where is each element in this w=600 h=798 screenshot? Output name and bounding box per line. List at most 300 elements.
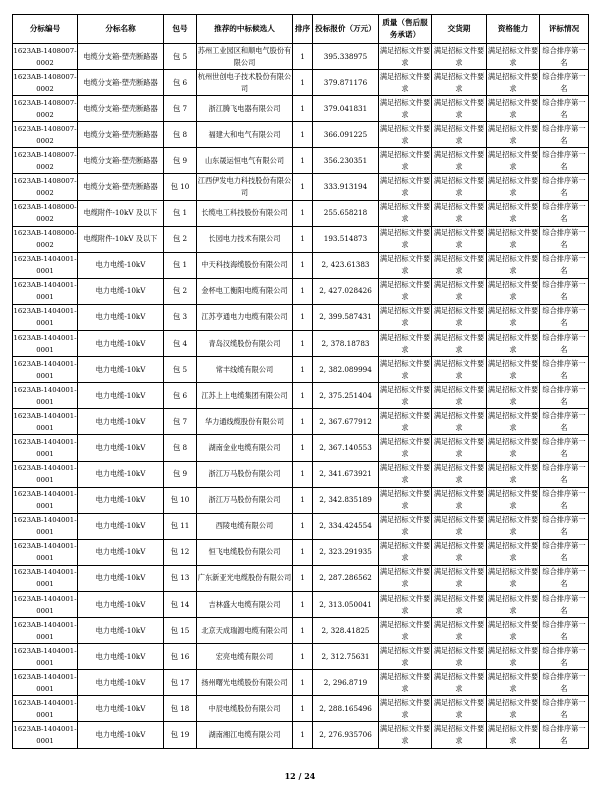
table-row — [13, 331, 589, 357]
cell-qualification: 满足招标文件要求 — [487, 644, 540, 670]
table-row — [13, 670, 589, 696]
table-row — [13, 513, 589, 539]
col-header-price: 投标报价（万元） — [313, 15, 379, 44]
table-row — [13, 174, 589, 200]
cell-rank: 1 — [293, 226, 313, 252]
cell-package: 包 11 — [164, 513, 197, 539]
cell-delivery: 满足招标文件要求 — [432, 409, 487, 435]
cell-code: 1623AB-1404001-0001 — [13, 357, 78, 383]
cell-qualification: 满足招标文件要求 — [487, 252, 540, 278]
cell-qualification: 满足招标文件要求 — [487, 722, 540, 748]
cell-code: 1623AB-1408007-0002 — [13, 148, 78, 174]
cell-qualification: 满足招标文件要求 — [487, 200, 540, 226]
cell-name: 电缆分支箱-塑壳断路器 — [78, 174, 164, 200]
table-row — [13, 304, 589, 330]
cell-rank: 1 — [293, 304, 313, 330]
cell-evaluation: 综合排序第一名 — [540, 122, 589, 148]
cell-code: 1623AB-1404001-0001 — [13, 331, 78, 357]
cell-quality: 满足招标文件要求 — [379, 409, 432, 435]
cell-candidate: 吉林盛大电缆有限公司 — [197, 591, 293, 617]
table-row — [13, 278, 589, 304]
cell-name: 电力电缆-10kV — [78, 565, 164, 591]
cell-price: 2, 382.089994 — [313, 357, 379, 383]
cell-evaluation: 综合排序第一名 — [540, 461, 589, 487]
col-header-qualification: 资格能力 — [487, 15, 540, 44]
table-row — [13, 435, 589, 461]
cell-qualification: 满足招标文件要求 — [487, 331, 540, 357]
cell-quality: 满足招标文件要求 — [379, 44, 432, 70]
cell-package: 包 12 — [164, 539, 197, 565]
cell-quality: 满足招标文件要求 — [379, 565, 432, 591]
cell-rank: 1 — [293, 148, 313, 174]
cell-evaluation: 综合排序第一名 — [540, 722, 589, 748]
cell-candidate: 江西伊发电力科技股份有限公司 — [197, 174, 293, 200]
cell-qualification: 满足招标文件要求 — [487, 435, 540, 461]
cell-price: 255.658218 — [313, 200, 379, 226]
cell-delivery: 满足招标文件要求 — [432, 565, 487, 591]
cell-code: 1623AB-1404001-0001 — [13, 513, 78, 539]
cell-name: 电力电缆-10kV — [78, 591, 164, 617]
cell-candidate: 浙江万马股份有限公司 — [197, 487, 293, 513]
cell-price: 2, 334.424554 — [313, 513, 379, 539]
page-number: 12 / 24 — [284, 771, 316, 781]
cell-evaluation: 综合排序第一名 — [540, 226, 589, 252]
cell-delivery: 满足招标文件要求 — [432, 357, 487, 383]
cell-qualification: 满足招标文件要求 — [487, 487, 540, 513]
cell-delivery: 满足招标文件要求 — [432, 148, 487, 174]
cell-package: 包 6 — [164, 383, 197, 409]
cell-qualification: 满足招标文件要求 — [487, 383, 540, 409]
cell-price: 2, 367.140553 — [313, 435, 379, 461]
cell-package: 包 16 — [164, 644, 197, 670]
cell-package: 包 15 — [164, 618, 197, 644]
cell-qualification: 满足招标文件要求 — [487, 461, 540, 487]
cell-code: 1623AB-1404001-0001 — [13, 278, 78, 304]
col-header-quality: 质量（售后服务承诺） — [379, 15, 432, 44]
cell-delivery: 满足招标文件要求 — [432, 383, 487, 409]
table-row — [13, 226, 589, 252]
cell-name: 电缆分支箱-塑壳断路器 — [78, 96, 164, 122]
cell-candidate: 华力通线缆股份有限公司 — [197, 409, 293, 435]
cell-evaluation: 综合排序第一名 — [540, 591, 589, 617]
cell-rank: 1 — [293, 644, 313, 670]
cell-name: 电力电缆-10kV — [78, 331, 164, 357]
cell-candidate: 广东新亚光电缆股份有限公司 — [197, 565, 293, 591]
cell-evaluation: 综合排序第一名 — [540, 565, 589, 591]
cell-package: 包 3 — [164, 304, 197, 330]
cell-quality: 满足招标文件要求 — [379, 591, 432, 617]
cell-candidate: 恒飞电缆股份有限公司 — [197, 539, 293, 565]
cell-code: 1623AB-1404001-0001 — [13, 252, 78, 278]
col-header-delivery: 交货期 — [432, 15, 487, 44]
cell-delivery: 满足招标文件要求 — [432, 200, 487, 226]
cell-code: 1623AB-1408007-0002 — [13, 44, 78, 70]
cell-candidate: 浙江万马股份有限公司 — [197, 461, 293, 487]
table-row — [13, 487, 589, 513]
cell-delivery: 满足招标文件要求 — [432, 435, 487, 461]
cell-rank: 1 — [293, 200, 313, 226]
cell-name: 电力电缆-10kV — [78, 487, 164, 513]
cell-code: 1623AB-1404001-0001 — [13, 696, 78, 722]
cell-qualification: 满足招标文件要求 — [487, 96, 540, 122]
cell-quality: 满足招标文件要求 — [379, 383, 432, 409]
cell-price: 193.514873 — [313, 226, 379, 252]
cell-name: 电力电缆-10kV — [78, 722, 164, 748]
cell-price: 2, 367.677912 — [313, 409, 379, 435]
cell-price: 2, 375.251404 — [313, 383, 379, 409]
cell-qualification: 满足招标文件要求 — [487, 696, 540, 722]
cell-evaluation: 综合排序第一名 — [540, 70, 589, 96]
cell-quality: 满足招标文件要求 — [379, 122, 432, 148]
cell-delivery: 满足招标文件要求 — [432, 70, 487, 96]
cell-package: 包 17 — [164, 670, 197, 696]
table-row — [13, 696, 589, 722]
cell-candidate: 湖南金业电缆有限公司 — [197, 435, 293, 461]
cell-candidate: 江苏上上电缆集团有限公司 — [197, 383, 293, 409]
cell-evaluation: 综合排序第一名 — [540, 618, 589, 644]
cell-delivery: 满足招标文件要求 — [432, 487, 487, 513]
cell-name: 电缆分支箱-塑壳断路器 — [78, 122, 164, 148]
cell-name: 电力电缆-10kV — [78, 644, 164, 670]
cell-name: 电力电缆-10kV — [78, 409, 164, 435]
table-row — [13, 644, 589, 670]
cell-rank: 1 — [293, 278, 313, 304]
table-row — [13, 618, 589, 644]
cell-package: 包 2 — [164, 278, 197, 304]
cell-qualification: 满足招标文件要求 — [487, 409, 540, 435]
cell-evaluation: 综合排序第一名 — [540, 409, 589, 435]
table-body — [13, 44, 589, 749]
cell-package: 包 10 — [164, 487, 197, 513]
cell-quality: 满足招标文件要求 — [379, 539, 432, 565]
table-row — [13, 200, 589, 226]
table-row — [13, 44, 589, 70]
cell-name: 电缆分支箱-塑壳断路器 — [78, 70, 164, 96]
cell-qualification: 满足招标文件要求 — [487, 174, 540, 200]
cell-delivery: 满足招标文件要求 — [432, 174, 487, 200]
table-row — [13, 565, 589, 591]
cell-code: 1623AB-1404001-0001 — [13, 618, 78, 644]
cell-code: 1623AB-1404001-0001 — [13, 435, 78, 461]
cell-code: 1623AB-1404001-0001 — [13, 644, 78, 670]
cell-price: 2, 296.8719 — [313, 670, 379, 696]
cell-candidate: 江苏亨通电力电缆有限公司 — [197, 304, 293, 330]
cell-candidate: 杭州世创电子技术股份有限公司 — [197, 70, 293, 96]
cell-evaluation: 综合排序第一名 — [540, 304, 589, 330]
header-row — [13, 15, 589, 44]
cell-rank: 1 — [293, 409, 313, 435]
cell-rank: 1 — [293, 435, 313, 461]
cell-package: 包 19 — [164, 722, 197, 748]
cell-candidate: 苏州工业园区和顺电气股份有限公司 — [197, 44, 293, 70]
cell-rank: 1 — [293, 461, 313, 487]
cell-candidate: 长缆电工科技股份有限公司 — [197, 200, 293, 226]
cell-candidate: 山东晟运恒电气有限公司 — [197, 148, 293, 174]
cell-candidate: 中辰电缆股份有限公司 — [197, 696, 293, 722]
cell-price: 379.041831 — [313, 96, 379, 122]
table-row — [13, 70, 589, 96]
cell-price: 366.091225 — [313, 122, 379, 148]
cell-qualification: 满足招标文件要求 — [487, 44, 540, 70]
cell-package: 包 18 — [164, 696, 197, 722]
cell-candidate: 金杯电工衡阳电缆有限公司 — [197, 278, 293, 304]
cell-name: 电力电缆-10kV — [78, 278, 164, 304]
cell-package: 包 1 — [164, 252, 197, 278]
col-header-rank: 排序 — [293, 15, 313, 44]
cell-package: 包 8 — [164, 435, 197, 461]
cell-price: 2, 323.291935 — [313, 539, 379, 565]
col-header-evaluation: 评标情况 — [540, 15, 589, 44]
cell-qualification: 满足招标文件要求 — [487, 226, 540, 252]
cell-quality: 满足招标文件要求 — [379, 696, 432, 722]
cell-code: 1623AB-1404001-0001 — [13, 670, 78, 696]
cell-evaluation: 综合排序第一名 — [540, 696, 589, 722]
cell-code: 1623AB-1404001-0001 — [13, 487, 78, 513]
cell-evaluation: 综合排序第一名 — [540, 357, 589, 383]
bid-results-table — [12, 14, 589, 749]
cell-qualification: 满足招标文件要求 — [487, 304, 540, 330]
cell-package: 包 2 — [164, 226, 197, 252]
cell-candidate: 福建大和电气有限公司 — [197, 122, 293, 148]
cell-quality: 满足招标文件要求 — [379, 70, 432, 96]
cell-quality: 满足招标文件要求 — [379, 722, 432, 748]
cell-quality: 满足招标文件要求 — [379, 226, 432, 252]
table-row — [13, 148, 589, 174]
cell-package: 包 6 — [164, 70, 197, 96]
cell-rank: 1 — [293, 96, 313, 122]
cell-evaluation: 综合排序第一名 — [540, 174, 589, 200]
cell-quality: 满足招标文件要求 — [379, 278, 432, 304]
table-row — [13, 461, 589, 487]
cell-code: 1623AB-1404001-0001 — [13, 565, 78, 591]
cell-qualification: 满足招标文件要求 — [487, 618, 540, 644]
cell-evaluation: 综合排序第一名 — [540, 670, 589, 696]
cell-delivery: 满足招标文件要求 — [432, 252, 487, 278]
cell-candidate: 西陵电缆有限公司 — [197, 513, 293, 539]
cell-price: 2, 288.165496 — [313, 696, 379, 722]
cell-package: 包 7 — [164, 409, 197, 435]
table-row — [13, 722, 589, 748]
cell-candidate: 常丰线缆有限公司 — [197, 357, 293, 383]
cell-rank: 1 — [293, 357, 313, 383]
cell-evaluation: 综合排序第一名 — [540, 539, 589, 565]
cell-price: 2, 313.050041 — [313, 591, 379, 617]
cell-name: 电力电缆-10kV — [78, 252, 164, 278]
cell-price: 2, 427.028426 — [313, 278, 379, 304]
cell-candidate: 湖南湘江电缆有限公司 — [197, 722, 293, 748]
table-row — [13, 591, 589, 617]
cell-package: 包 5 — [164, 357, 197, 383]
cell-evaluation: 综合排序第一名 — [540, 383, 589, 409]
cell-code: 1623AB-1404001-0001 — [13, 409, 78, 435]
cell-delivery: 满足招标文件要求 — [432, 644, 487, 670]
cell-name: 电缆附件-10kV 及以下 — [78, 200, 164, 226]
cell-code: 1623AB-1404001-0001 — [13, 383, 78, 409]
cell-price: 2, 312.75631 — [313, 644, 379, 670]
cell-package: 包 8 — [164, 122, 197, 148]
cell-name: 电力电缆-10kV — [78, 435, 164, 461]
cell-code: 1623AB-1408007-0002 — [13, 96, 78, 122]
cell-delivery: 满足招标文件要求 — [432, 539, 487, 565]
cell-rank: 1 — [293, 539, 313, 565]
table-row — [13, 96, 589, 122]
cell-price: 2, 276.935706 — [313, 722, 379, 748]
cell-rank: 1 — [293, 696, 313, 722]
cell-delivery: 满足招标文件要求 — [432, 44, 487, 70]
cell-delivery: 满足招标文件要求 — [432, 591, 487, 617]
cell-code: 1623AB-1404001-0001 — [13, 461, 78, 487]
cell-name: 电力电缆-10kV — [78, 304, 164, 330]
cell-price: 2, 378.18783 — [313, 331, 379, 357]
cell-rank: 1 — [293, 70, 313, 96]
cell-evaluation: 综合排序第一名 — [540, 278, 589, 304]
cell-package: 包 9 — [164, 461, 197, 487]
cell-quality: 满足招标文件要求 — [379, 148, 432, 174]
cell-price: 2, 342.835189 — [313, 487, 379, 513]
cell-rank: 1 — [293, 487, 313, 513]
cell-price: 356.230351 — [313, 148, 379, 174]
cell-code: 1623AB-1408000-0002 — [13, 200, 78, 226]
cell-name: 电力电缆-10kV — [78, 696, 164, 722]
cell-name: 电力电缆-10kV — [78, 383, 164, 409]
cell-evaluation: 综合排序第一名 — [540, 513, 589, 539]
cell-code: 1623AB-1404001-0001 — [13, 591, 78, 617]
cell-code: 1623AB-1404001-0001 — [13, 722, 78, 748]
cell-rank: 1 — [293, 44, 313, 70]
cell-name: 电缆附件-10kV 及以下 — [78, 226, 164, 252]
table-row — [13, 122, 589, 148]
cell-price: 2, 341.673921 — [313, 461, 379, 487]
cell-evaluation: 综合排序第一名 — [540, 148, 589, 174]
cell-code: 1623AB-1408007-0002 — [13, 174, 78, 200]
cell-qualification: 满足招标文件要求 — [487, 591, 540, 617]
cell-package: 包 1 — [164, 200, 197, 226]
cell-package: 包 5 — [164, 44, 197, 70]
cell-evaluation: 综合排序第一名 — [540, 200, 589, 226]
cell-quality: 满足招标文件要求 — [379, 487, 432, 513]
table-row — [13, 409, 589, 435]
cell-code: 1623AB-1404001-0001 — [13, 304, 78, 330]
cell-price: 2, 328.41825 — [313, 618, 379, 644]
cell-package: 包 10 — [164, 174, 197, 200]
cell-candidate: 长园电力技术有限公司 — [197, 226, 293, 252]
cell-package: 包 14 — [164, 591, 197, 617]
cell-delivery: 满足招标文件要求 — [432, 96, 487, 122]
cell-candidate: 扬州曙光电缆股份有限公司 — [197, 670, 293, 696]
cell-package: 包 4 — [164, 331, 197, 357]
cell-candidate: 北京天成瑞源电缆有限公司 — [197, 618, 293, 644]
cell-quality: 满足招标文件要求 — [379, 461, 432, 487]
col-header-code: 分标编号 — [13, 15, 78, 44]
cell-package: 包 7 — [164, 96, 197, 122]
cell-delivery: 满足招标文件要求 — [432, 226, 487, 252]
cell-rank: 1 — [293, 122, 313, 148]
cell-rank: 1 — [293, 383, 313, 409]
cell-quality: 满足招标文件要求 — [379, 357, 432, 383]
cell-package: 包 9 — [164, 148, 197, 174]
cell-delivery: 满足招标文件要求 — [432, 513, 487, 539]
cell-price: 2, 423.61383 — [313, 252, 379, 278]
cell-candidate: 中天科技海缆股份有限公司 — [197, 252, 293, 278]
cell-code: 1623AB-1408007-0002 — [13, 122, 78, 148]
cell-evaluation: 综合排序第一名 — [540, 435, 589, 461]
cell-quality: 满足招标文件要求 — [379, 435, 432, 461]
cell-delivery: 满足招标文件要求 — [432, 122, 487, 148]
col-header-candidate: 推荐的中标候选人 — [197, 15, 293, 44]
cell-rank: 1 — [293, 722, 313, 748]
cell-rank: 1 — [293, 252, 313, 278]
cell-rank: 1 — [293, 174, 313, 200]
cell-name: 电缆分支箱-塑壳断路器 — [78, 148, 164, 174]
cell-rank: 1 — [293, 565, 313, 591]
cell-delivery: 满足招标文件要求 — [432, 696, 487, 722]
cell-code: 1623AB-1408000-0002 — [13, 226, 78, 252]
table-row — [13, 252, 589, 278]
cell-candidate: 青岛汉缆股份有限公司 — [197, 331, 293, 357]
cell-price: 333.913194 — [313, 174, 379, 200]
cell-quality: 满足招标文件要求 — [379, 200, 432, 226]
cell-price: 2, 399.587431 — [313, 304, 379, 330]
cell-quality: 满足招标文件要求 — [379, 618, 432, 644]
cell-qualification: 满足招标文件要求 — [487, 278, 540, 304]
table-row — [13, 383, 589, 409]
cell-price: 2, 287.286562 — [313, 565, 379, 591]
cell-quality: 满足招标文件要求 — [379, 96, 432, 122]
cell-name: 电力电缆-10kV — [78, 539, 164, 565]
cell-qualification: 满足招标文件要求 — [487, 539, 540, 565]
cell-quality: 满足招标文件要求 — [379, 513, 432, 539]
cell-evaluation: 综合排序第一名 — [540, 44, 589, 70]
cell-quality: 满足招标文件要求 — [379, 304, 432, 330]
cell-qualification: 满足招标文件要求 — [487, 148, 540, 174]
cell-name: 电缆分支箱-塑壳断路器 — [78, 44, 164, 70]
cell-quality: 满足招标文件要求 — [379, 174, 432, 200]
cell-evaluation: 综合排序第一名 — [540, 252, 589, 278]
cell-rank: 1 — [293, 513, 313, 539]
cell-quality: 满足招标文件要求 — [379, 670, 432, 696]
col-header-name: 分标名称 — [78, 15, 164, 44]
cell-qualification: 满足招标文件要求 — [487, 70, 540, 96]
col-header-package: 包号 — [164, 15, 197, 44]
cell-qualification: 满足招标文件要求 — [487, 122, 540, 148]
cell-price: 395.338975 — [313, 44, 379, 70]
cell-delivery: 满足招标文件要求 — [432, 461, 487, 487]
cell-name: 电力电缆-10kV — [78, 670, 164, 696]
cell-evaluation: 综合排序第一名 — [540, 644, 589, 670]
cell-delivery: 满足招标文件要求 — [432, 722, 487, 748]
cell-qualification: 满足招标文件要求 — [487, 513, 540, 539]
cell-qualification: 满足招标文件要求 — [487, 565, 540, 591]
cell-quality: 满足招标文件要求 — [379, 644, 432, 670]
cell-delivery: 满足招标文件要求 — [432, 670, 487, 696]
cell-rank: 1 — [293, 331, 313, 357]
cell-name: 电力电缆-10kV — [78, 357, 164, 383]
cell-price: 379.871176 — [313, 70, 379, 96]
cell-qualification: 满足招标文件要求 — [487, 670, 540, 696]
cell-delivery: 满足招标文件要求 — [432, 304, 487, 330]
table-row — [13, 357, 589, 383]
cell-delivery: 满足招标文件要求 — [432, 331, 487, 357]
cell-qualification: 满足招标文件要求 — [487, 357, 540, 383]
table-row — [13, 539, 589, 565]
cell-name: 电力电缆-10kV — [78, 513, 164, 539]
cell-quality: 满足招标文件要求 — [379, 252, 432, 278]
cell-evaluation: 综合排序第一名 — [540, 487, 589, 513]
cell-evaluation: 综合排序第一名 — [540, 96, 589, 122]
cell-delivery: 满足招标文件要求 — [432, 618, 487, 644]
cell-rank: 1 — [293, 670, 313, 696]
cell-rank: 1 — [293, 618, 313, 644]
